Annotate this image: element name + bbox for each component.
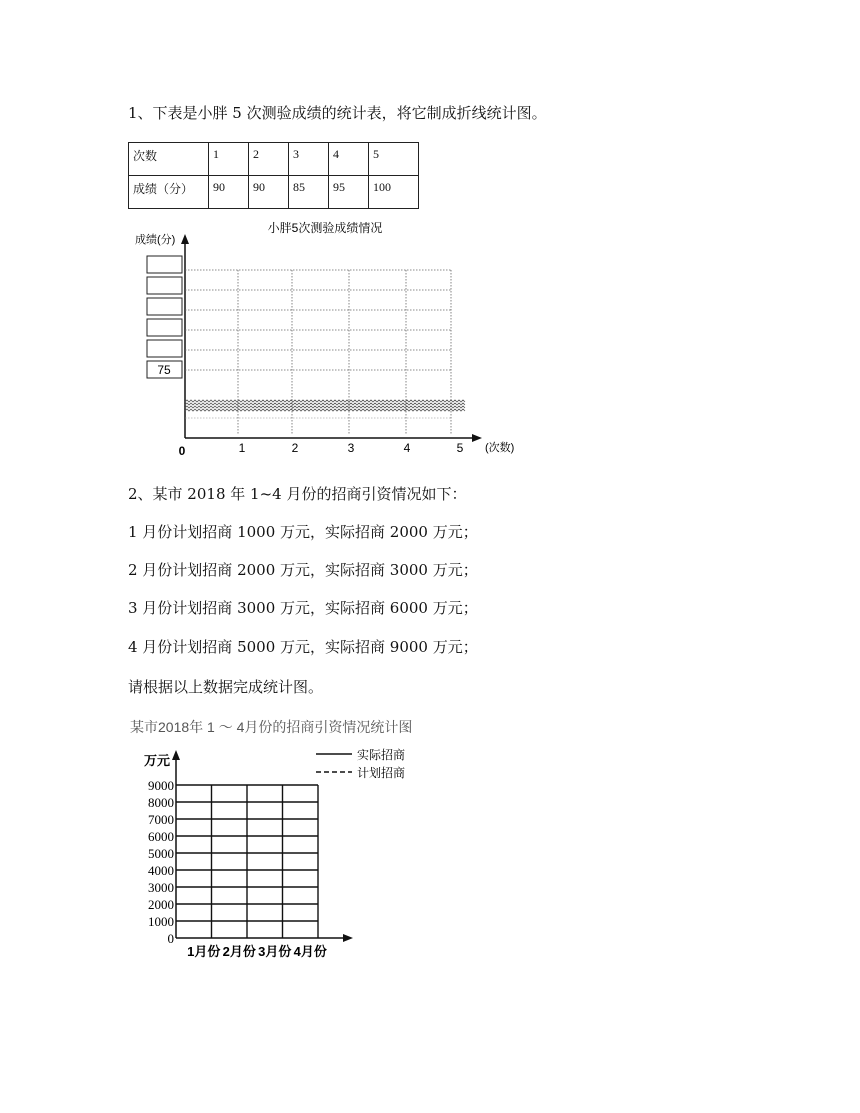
x-tick-label: 2 — [291, 441, 299, 455]
x-axis-arrow-icon — [472, 434, 482, 442]
legend-item-plan: 计划招商 — [357, 766, 406, 780]
y-label-box — [147, 277, 182, 294]
table-cell: 5 — [369, 143, 419, 176]
x-axis-label: (次数) — [485, 442, 515, 454]
axis-break-line — [185, 400, 465, 402]
y-label-box — [147, 340, 182, 357]
x-tick-labels — [239, 441, 464, 455]
y-label-box — [147, 319, 182, 336]
legend — [316, 747, 405, 780]
origin-label: 0 — [178, 444, 186, 458]
table-cell: 成绩（分） — [129, 176, 209, 209]
y-tick-label: 3000 — [148, 880, 174, 895]
q1-prompt: 1、下表是小胖 5 次测验成绩的统计表，将它制成折线统计图。 — [128, 104, 547, 122]
y-label-box — [147, 256, 182, 273]
table-row — [129, 176, 419, 209]
y-tick-labels — [148, 778, 174, 946]
chart-title: 某市2018年 1 ～ 4月份的招商引资情况统计图 — [130, 719, 413, 735]
x-tick-label: 3月份 — [258, 944, 292, 959]
table-cell: 95 — [329, 176, 369, 209]
score-chart — [130, 212, 530, 462]
table-row — [129, 143, 419, 176]
y-label-boxes — [147, 256, 182, 378]
q2-line-4: 4 月份计划招商 5000 万元，实际招商 9000 万元； — [128, 638, 478, 656]
y-tick-label: 2000 — [148, 897, 174, 912]
y-tick-label: 6000 — [148, 829, 174, 844]
table-cell: 2 — [249, 143, 289, 176]
table-cell: 90 — [249, 176, 289, 209]
q2-line-1: 1 月份计划招商 1000 万元，实际招商 2000 万元； — [128, 523, 478, 541]
axis-break — [185, 400, 465, 411]
y-axis-label: 成绩(分) — [135, 234, 176, 246]
axis-break-line — [185, 406, 465, 408]
table-cell: 85 — [289, 176, 329, 209]
y-axis-arrow-icon — [172, 750, 180, 760]
x-tick-label: 1月份 — [187, 944, 221, 959]
y-tick-label: 0 — [167, 931, 174, 946]
y-tick-label: 1000 — [148, 914, 174, 929]
table-cell: 1 — [209, 143, 249, 176]
x-tick-label: 2月份 — [222, 944, 256, 959]
legend-item-actual: 实际招商 — [357, 748, 406, 762]
axis-break-line — [185, 409, 465, 411]
chart-grid — [176, 785, 318, 938]
chart-title: 小胖5次测验成绩情况 — [267, 221, 383, 235]
y-label-box — [147, 298, 182, 315]
table-cell: 3 — [289, 143, 329, 176]
x-tick-label: 3 — [347, 441, 355, 455]
q2-line-3: 3 月份计划招商 3000 万元，实际招商 6000 万元； — [128, 599, 478, 617]
y-tick-label: 9000 — [148, 778, 174, 793]
y-tick-label: 7000 — [148, 812, 174, 827]
x-tick-labels — [187, 944, 327, 959]
table-cell: 4 — [329, 143, 369, 176]
y-tick-label: 8000 — [148, 795, 174, 810]
q2-intro: 2、某市 2018 年 1~4 月份的招商引资情况如下： — [128, 485, 467, 503]
x-tick-label: 5 — [456, 441, 464, 455]
y-axis-arrow-icon — [181, 234, 189, 244]
y-box-label: 75 — [157, 363, 171, 377]
y-axis-label: 万元 — [144, 753, 171, 768]
q2-line-2: 2 月份计划招商 2000 万元，实际招商 3000 万元； — [128, 561, 478, 579]
x-tick-label: 1 — [238, 441, 246, 455]
q2-instruction: 请根据以上数据完成统计图。 — [128, 678, 324, 696]
table-cell: 90 — [209, 176, 249, 209]
table-cell: 100 — [369, 176, 419, 209]
y-tick-label: 5000 — [148, 846, 174, 861]
x-axis-arrow-icon — [343, 934, 353, 942]
x-tick-label: 4月份 — [293, 944, 327, 959]
score-table — [128, 142, 419, 209]
x-tick-label: 4 — [403, 441, 411, 455]
axis-break-line — [185, 403, 465, 405]
y-tick-label: 4000 — [148, 863, 174, 878]
table-cell: 次数 — [129, 143, 209, 176]
investment-chart — [130, 712, 450, 967]
